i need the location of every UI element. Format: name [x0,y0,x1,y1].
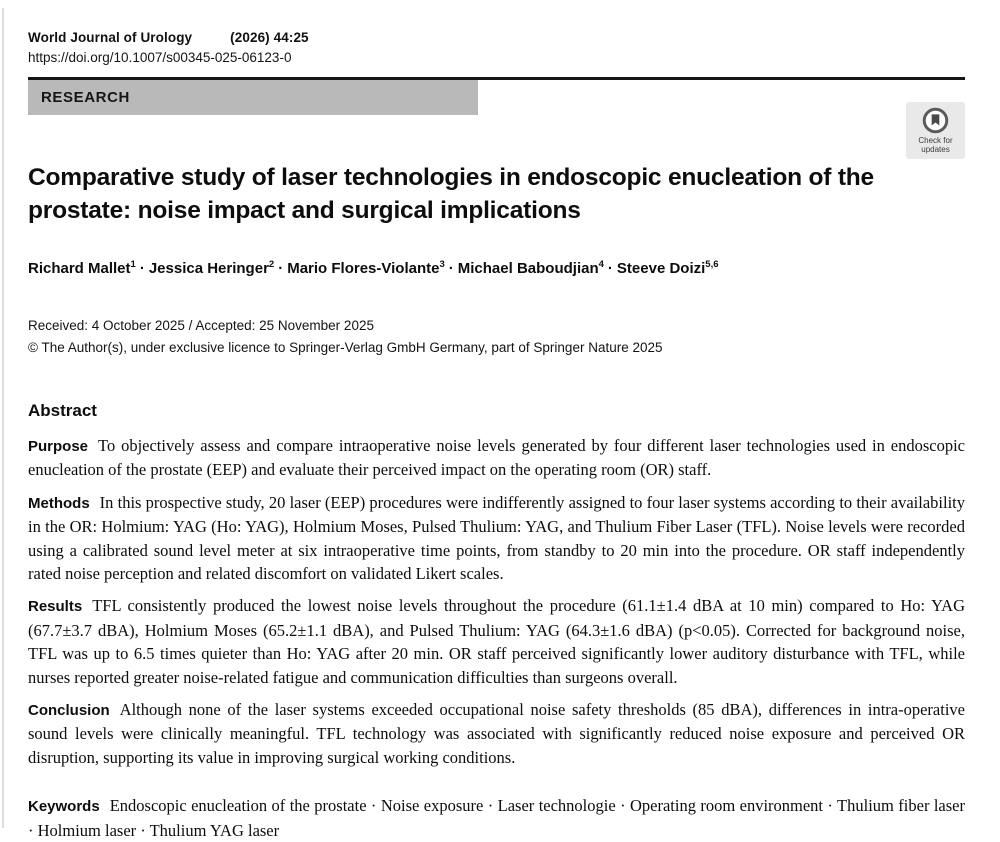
keywords-list: Endoscopic enucleation of the prostate · Noise exposure · Laser technologie · Operating room environment · Thulium fiber laser · Holmium laser · Thulium YAG laser [28,796,965,840]
abstract-results-paragraph [28,594,965,689]
author-affiliation-sup: 5,6 [705,259,719,270]
purpose-label: Purpose [28,438,89,455]
received-accepted-line: Received: 4 October 2025 / Accepted: 25 November 2025 [28,318,374,333]
check-for-updates-label: Check for updates [918,136,953,154]
author: Mario Flores-Violante$^3$ [287,259,445,277]
author-separator: · [278,260,284,277]
keywords-label: Keywords [28,798,100,816]
author: Richard Mallet$^1$ [28,259,136,277]
purpose-text: To objectively assess and compare intraoperative noise levels generated by four different laser technologies used in endoscopic enucleation of the prostate (EEP) and evaluate their perceived impact on the operating room (OR) staff. [28,436,965,480]
article-title: Comparative study of laser technologies in endoscopic enucleation of the prostate: noise impact and surgical implications [28,164,874,224]
history-block [28,315,965,359]
author-separator: · [139,260,145,277]
journal-header [28,30,965,65]
abstract-conclusion-paragraph [28,698,965,769]
banner-row [28,80,965,154]
author-separator: · [448,260,454,277]
author-affiliation-sup: 2 [268,259,275,270]
citation: (2026) 44:25 [230,30,309,45]
author-list [28,259,965,277]
abstract-methods-paragraph [28,491,965,586]
results-label: Results [28,598,83,616]
conclusion-text: Although none of the laser systems exceeded occupational noise safety thresholds (85 dBA), differences in intra-operative sound levels were clinically meaningful. TFL technology was associated with significantly reduced noise exposure and perceived OR disruption, supporting its value in improving surgical working conditions. [28,700,965,767]
author-affiliation-sup: 3 [439,259,445,270]
author: Steeve Doizi$^{5,6}$ [616,259,719,277]
copyright-line: © The Author(s), under exclusive licence to Springer-Verlag GmbH Germany, part of Springer Nature 2025 [28,340,663,355]
author-separator: · [607,260,613,277]
abstract-heading: Abstract [28,401,97,420]
author: Jessica Heringer$^2$ [148,259,275,277]
author: Michael Baboudjian$^4$ [457,259,604,277]
abstract-section [28,401,965,842]
bookmark-circle-icon [922,107,949,134]
author-affiliation-sup: 1 [130,259,136,270]
methods-label: Methods [28,494,90,512]
abstract-purpose-paragraph [28,434,965,482]
keywords-paragraph [28,794,965,842]
journal-name: World Journal of Urology [28,30,193,45]
journal-line [28,30,965,45]
author-affiliation-sup: 4 [598,259,604,270]
article-type-label: RESEARCH [41,89,130,106]
methods-text: In this prospective study, 20 laser (EEP) procedures were indifferently assigned to four laser systems according to their availability in the OR: Holmium: YAG (Ho: YAG), Holmium Moses, Pulsed Thulium: YAG, and Thulium Fiber Laser (TFL). Noise levels were recorded using a calibrated sound level meter at six intraoperative time points, from standby to 20 min into the procedure. OR staff independently rated noise perception and related discomfort on validated Likert scales. [28,492,965,584]
doi-link[interactable]: https://doi.org/10.1007/s00345-025-06123-0 [28,50,292,65]
conclusion-label: Conclusion [28,702,110,720]
results-text: TFL consistently produced the lowest noise levels throughout the procedure (61.1±1.4 dBA at 10 min) compared to Ho: YAG (67.7±3.7 dBA), Holmium Moses (65.2±1.1 dBA), and Pulsed Thulium: YAG (64.3±1.6 dBA) (p<0.05). Corrected for background noise, TFL was up to 6.5 times quieter than Ho: YAG after 20 min. OR staff perceived significantly lower auditory disturbance with TFL, while nurses reported greater noise-related fatigue and communication difficulties than surgeons overall. [28,596,965,687]
article-type-banner [28,80,478,115]
check-for-updates-badge[interactable] [906,102,965,159]
